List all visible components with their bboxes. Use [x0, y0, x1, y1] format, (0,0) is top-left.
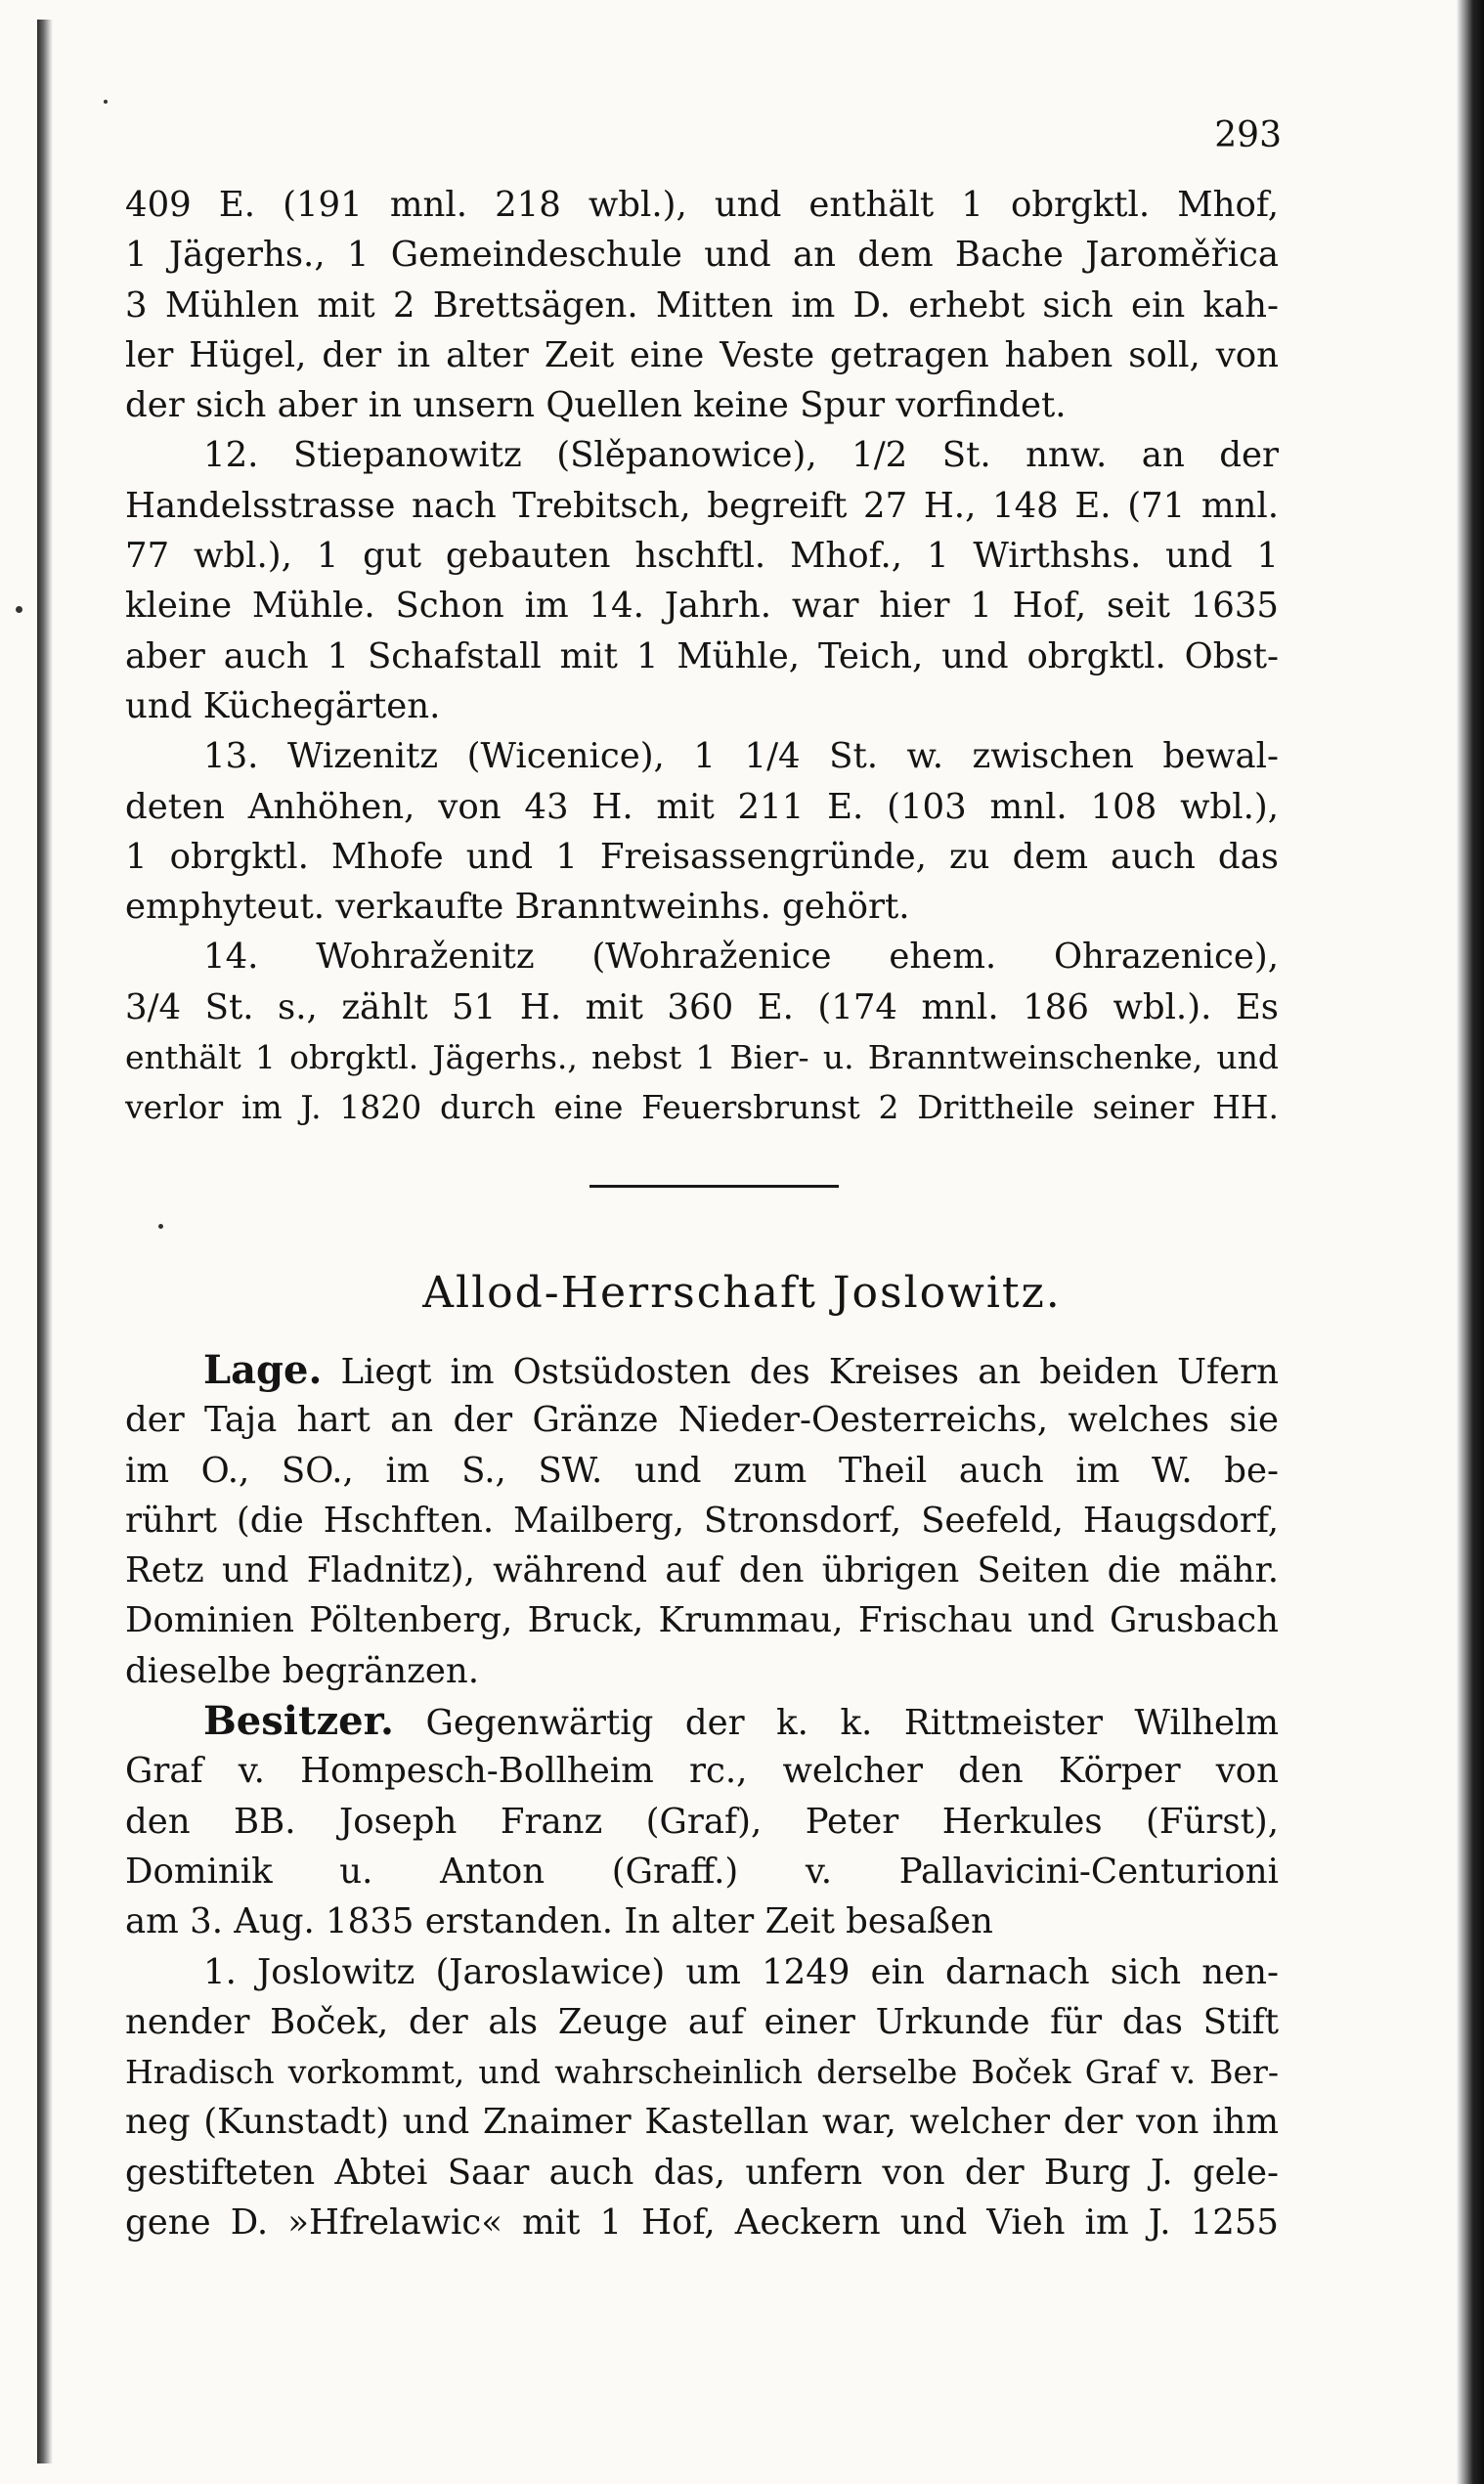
text-line: rührt (die Hschften. Mailberg, Stronsdorf, Seefeld, Haugsdorf, [125, 1500, 1279, 1541]
section-heading: Allod-Herrschaft Joslowitz. [422, 1268, 1062, 1318]
speck-mark [16, 606, 22, 613]
text-line: nender Boček, der als Zeuge auf einer Urkunde für das Stift [125, 2001, 1279, 2042]
text-line: emphyteut. verkaufte Branntweinhs. gehört. [125, 887, 910, 928]
text-line: dieselbe begränzen. [125, 1650, 480, 1691]
text-line: Dominien Pöltenberg, Bruck, Krummau, Frischau und Grusbach [125, 1600, 1279, 1641]
entry-14-line: 14. Wohraženitz (Wohraženice ehem. Ohrazenice), [203, 937, 1279, 978]
text-line: Graf v. Hompesch-Bollheim rc., welcher den Körper von [125, 1751, 1279, 1792]
text-line: Handelsstrasse nach Trebitsch, begreift 27 H., 148 E. (71 mnl. [125, 485, 1279, 526]
upper-text-block [125, 180, 1279, 1133]
text-line: kleine Mühle. Schon im 14. Jahrh. war hier 1 Hof, seit 1635 [125, 586, 1279, 627]
text-line: neg (Kunstadt) und Znaimer Kastellan war, welcher der von ihm [125, 2102, 1279, 2143]
text-line: 409 E. (191 mnl. 218 wbl.), und enthält 1 obrgktl. Mhof, [125, 185, 1279, 225]
text-line: gestifteten Abtei Saar auch das, unfern von der Burg J. gele- [125, 2152, 1279, 2193]
text-line: 1 obrgktl. Mhofe und 1 Freisassengründe, zu dem auch das [125, 836, 1279, 877]
section-divider [589, 1185, 839, 1188]
speck-mark [104, 100, 108, 104]
text-line: den BB. Joseph Franz (Graf), Peter Herkules (Fürst), [125, 1801, 1279, 1842]
text-line: 1 Jägerhs., 1 Gemeindeschule und an dem Bache Jaroměřica [125, 235, 1279, 276]
text-line: Dominik u. Anton (Graff.) v. Pallavicini-Centurioni [125, 1851, 1279, 1892]
speck-mark [158, 1224, 163, 1229]
entry-1-line: 1. Joslowitz (Jaroslawice) um 1249 ein darnach sich nen- [203, 1951, 1279, 1992]
text-line: enthält 1 obrgktl. Jägerhs., nebst 1 Bier- u. Branntweinschenke, und [125, 1038, 1279, 1077]
page-edge-shadow [1457, 0, 1484, 2484]
besitzer-lead: Besitzer. [203, 1698, 394, 1745]
page-number: 293 [1214, 115, 1282, 155]
lage-lead: Lage. [203, 1347, 323, 1393]
text-line: deten Anhöhen, von 43 H. mit 211 E. (103 mnl. 108 wbl.), [125, 786, 1279, 827]
text-line: 77 wbl.), 1 gut gebauten hschftl. Mhof., 1 Wirthshs. und 1 [125, 536, 1279, 577]
text-line: der Taja hart an der Gränze Nieder-Oesterreichs, welches sie [125, 1400, 1279, 1441]
text-line: der sich aber in unsern Quellen keine Spur vorfindet. [125, 385, 1067, 426]
text-line: Hradisch vorkommt, und wahrscheinlich derselbe Boček Graf v. Ber- [125, 2053, 1279, 2092]
text-line: im O., SO., im S., SW. und zum Theil auch im W. be- [125, 1450, 1279, 1491]
besitzer-first-line [125, 1696, 1279, 1746]
besitzer-first-text: Gegenwärtig der k. k. Rittmeister Wilhelm [425, 1703, 1279, 1744]
lage-first-text: Liegt im Ostsüdosten des Kreises an beiden Ufern [340, 1352, 1279, 1392]
text-line: und Küchegärten. [125, 685, 441, 726]
entry-12-line: 12. Stiepanowitz (Slěpanowice), 1/2 St. nnw. an der [203, 435, 1279, 476]
text-line: 3 Mühlen mit 2 Brettsägen. Mitten im D. erhebt sich ein kah- [125, 284, 1279, 326]
lage-first-line [125, 1345, 1279, 1395]
text-line: gene D. »Hfrelawic« mit 1 Hof, Aeckern und Vieh im J. 1255 [125, 2202, 1279, 2244]
lower-text-block [125, 1345, 1279, 2247]
text-line: 3/4 St. s., zählt 51 H. mit 360 E. (174 mnl. 186 wbl.). Es [125, 986, 1279, 1027]
page-gutter-shadow [37, 20, 53, 2463]
text-line: ler Hügel, der in alter Zeit eine Veste getragen haben soll, von [125, 334, 1279, 375]
text-line: aber auch 1 Schafstall mit 1 Mühle, Teich, und obrgktl. Obst- [125, 635, 1279, 676]
text-line: verlor im J. 1820 durch eine Feuersbrunst 2 Drittheile seiner HH. [125, 1088, 1279, 1127]
entry-13-line: 13. Wizenitz (Wicenice), 1 1/4 St. w. zwischen bewal- [203, 736, 1279, 777]
text-line: Retz und Fladnitz), während auf den übrigen Seiten die mähr. [125, 1550, 1279, 1591]
text-line: am 3. Aug. 1835 erstanden. In alter Zeit besaßen [125, 1901, 993, 1942]
